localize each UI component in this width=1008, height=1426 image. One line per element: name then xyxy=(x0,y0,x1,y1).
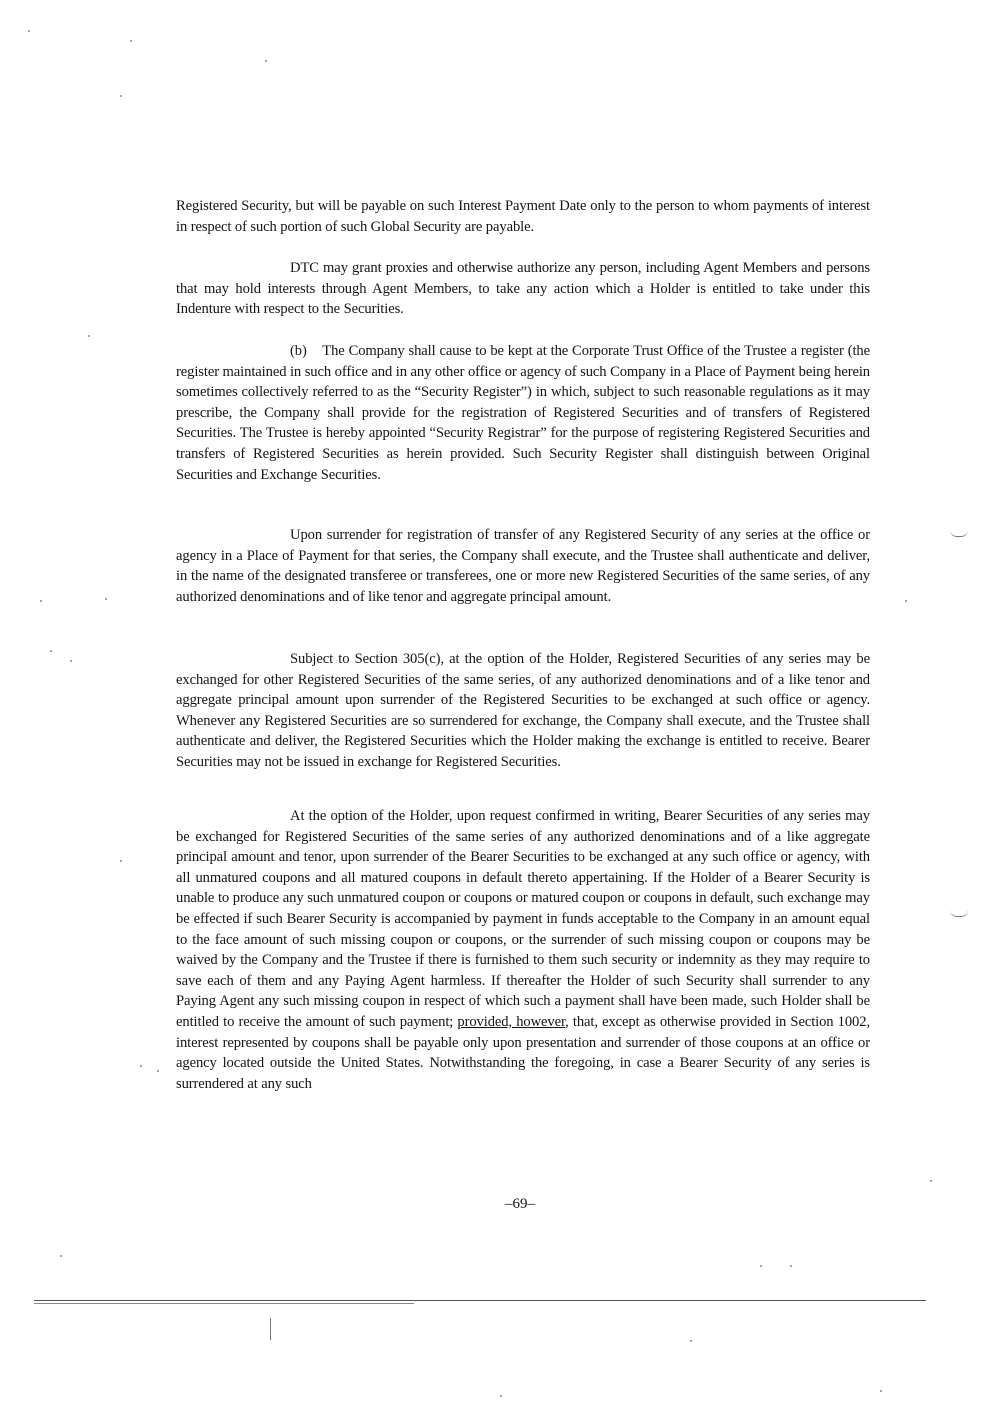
paragraph-surrender-transfer: Upon surrender for registration of transfer of any Registered Security of any series at the office or agency in a Place of Payment for that series, the Company shall execute, and the Trustee shall authenticate and deliver, in the name of the designated transferee or transferees, one or more new Registered Securities of the same series, of any authorized denominations and of like tenor and aggregate principal amount. xyxy=(176,527,870,605)
scan-margin-mark xyxy=(950,910,968,917)
scan-speck xyxy=(930,1180,932,1182)
paragraph-bearer-exchange xyxy=(176,806,870,1094)
scan-speck xyxy=(140,1065,142,1067)
scan-speck xyxy=(760,1265,762,1267)
body-paragraph-5 xyxy=(176,649,870,773)
bottom-scan-rule xyxy=(34,1300,926,1301)
scan-speck xyxy=(28,30,30,32)
scan-speck xyxy=(70,660,72,662)
scan-speck xyxy=(130,40,132,42)
body-paragraph-3 xyxy=(176,341,870,485)
paragraph-security-register: (b) The Company shall cause to be kept at the Corporate Trust Office of the Trustee a register (the register maintained in such office and in any other office or agency of such Company in a Place of Payment being herein sometimes collectively referred to as the “Security Register”) in which, subject to such reasonable regulations as it may prescribe, the Company shall provide for the registration of Registered Securities and of transfers of Registered Securities. The Trustee is hereby appointed “Security Registrar” for the purpose of registering Registered Securities and transfers of Registered Securities as herein provided. Such Security Register shall distinguish between Original Securities and Exchange Securities. xyxy=(176,343,870,483)
body-paragraph-2 xyxy=(176,258,870,320)
scan-speck xyxy=(40,600,42,602)
scan-speck xyxy=(60,1255,62,1257)
page-number: –69– xyxy=(505,1196,535,1212)
scan-margin-mark xyxy=(950,530,968,537)
scan-speck xyxy=(265,60,267,62)
scan-speck xyxy=(88,335,90,337)
scan-speck xyxy=(157,1070,159,1072)
body-paragraph-6 xyxy=(176,806,870,1094)
paragraph-registered-security: Registered Security, but will be payable on such Interest Payment Date only to the person to whom payments of interest in respect of such portion of such Global Security are payable. xyxy=(176,198,870,235)
bearer-text-after: , that, except as otherwise provided in Section 1002, interest represented by coupons shall be payable only upon presentation and surrender of those coupons at an office or agency located outside the United States. Notwithstanding the foregoing, in case a Bearer Security of any series is surrendered at any such xyxy=(176,1013,870,1092)
scan-speck xyxy=(690,1340,692,1342)
scan-speck xyxy=(120,95,122,97)
scan-speck xyxy=(500,1395,502,1397)
body-paragraph-1 xyxy=(176,196,870,237)
bearer-text-before: At the option of the Holder, upon request confirmed in writing, Bearer Securities of any series may be exchanged for Registered Securities of the same series of any authorized denominations and of a like aggregate principal amount and tenor, upon surrender of the Bearer Securities to be exchanged at any such office or agency, with all unmatured coupons and all matured coupons in default thereto appertaining. If the Holder of a Bearer Security is unable to produce any such unmatured coupon or coupons or matured coupon or coupons in default, such exchange may be effected if such Bearer Security is accompanied by payment in funds acceptable to the Company in an amount equal to the face amount of such missing coupon or coupons, or the surrender of such missing coupon or coupons may be waived by the Company and the Trustee if there is furnished to them such security or indemnity as they may require to save each of them and any Paying Agent harmless. If thereafter the Holder of such Security shall surrender to any Paying Agent any such missing coupon in respect of which such a payment shall have been made, such Holder shall be entitled to receive the amount of such payment; xyxy=(176,808,870,1030)
scan-speck xyxy=(50,650,52,652)
scan-speck xyxy=(120,860,122,862)
scan-speck xyxy=(880,1390,882,1392)
paragraph-exchange-registered: Subject to Section 305(c), at the option of the Holder, Registered Securities of any series may be exchanged for other Registered Securities of the same series, of any authorized denominations and of a like tenor and aggregate principal amount upon surrender of the Registered Securities to be exchanged at such office or agency. Whenever any Registered Securities are so surrendered for exchange, the Company shall execute, and the Trustee shall authenticate and deliver, the Registered Securities which the Holder making the exchange is entitled to receive. Bearer Securities may not be issued in exchange for Registered Securities. xyxy=(176,651,870,770)
provided-however-underlined: provided, however xyxy=(457,1013,566,1030)
scan-speck xyxy=(905,600,907,602)
bottom-scan-rule-secondary xyxy=(34,1303,414,1304)
body-paragraph-4 xyxy=(176,525,870,607)
scan-speck xyxy=(790,1265,792,1267)
paragraph-dtc-proxies: DTC may grant proxies and otherwise authorize any person, including Agent Members and persons that may hold interests through Agent Members, to take any action which a Holder is entitled to take under this Indenture with respect to the Securities. xyxy=(176,260,870,318)
scan-speck xyxy=(105,598,107,600)
scan-tick-mark xyxy=(270,1318,271,1340)
